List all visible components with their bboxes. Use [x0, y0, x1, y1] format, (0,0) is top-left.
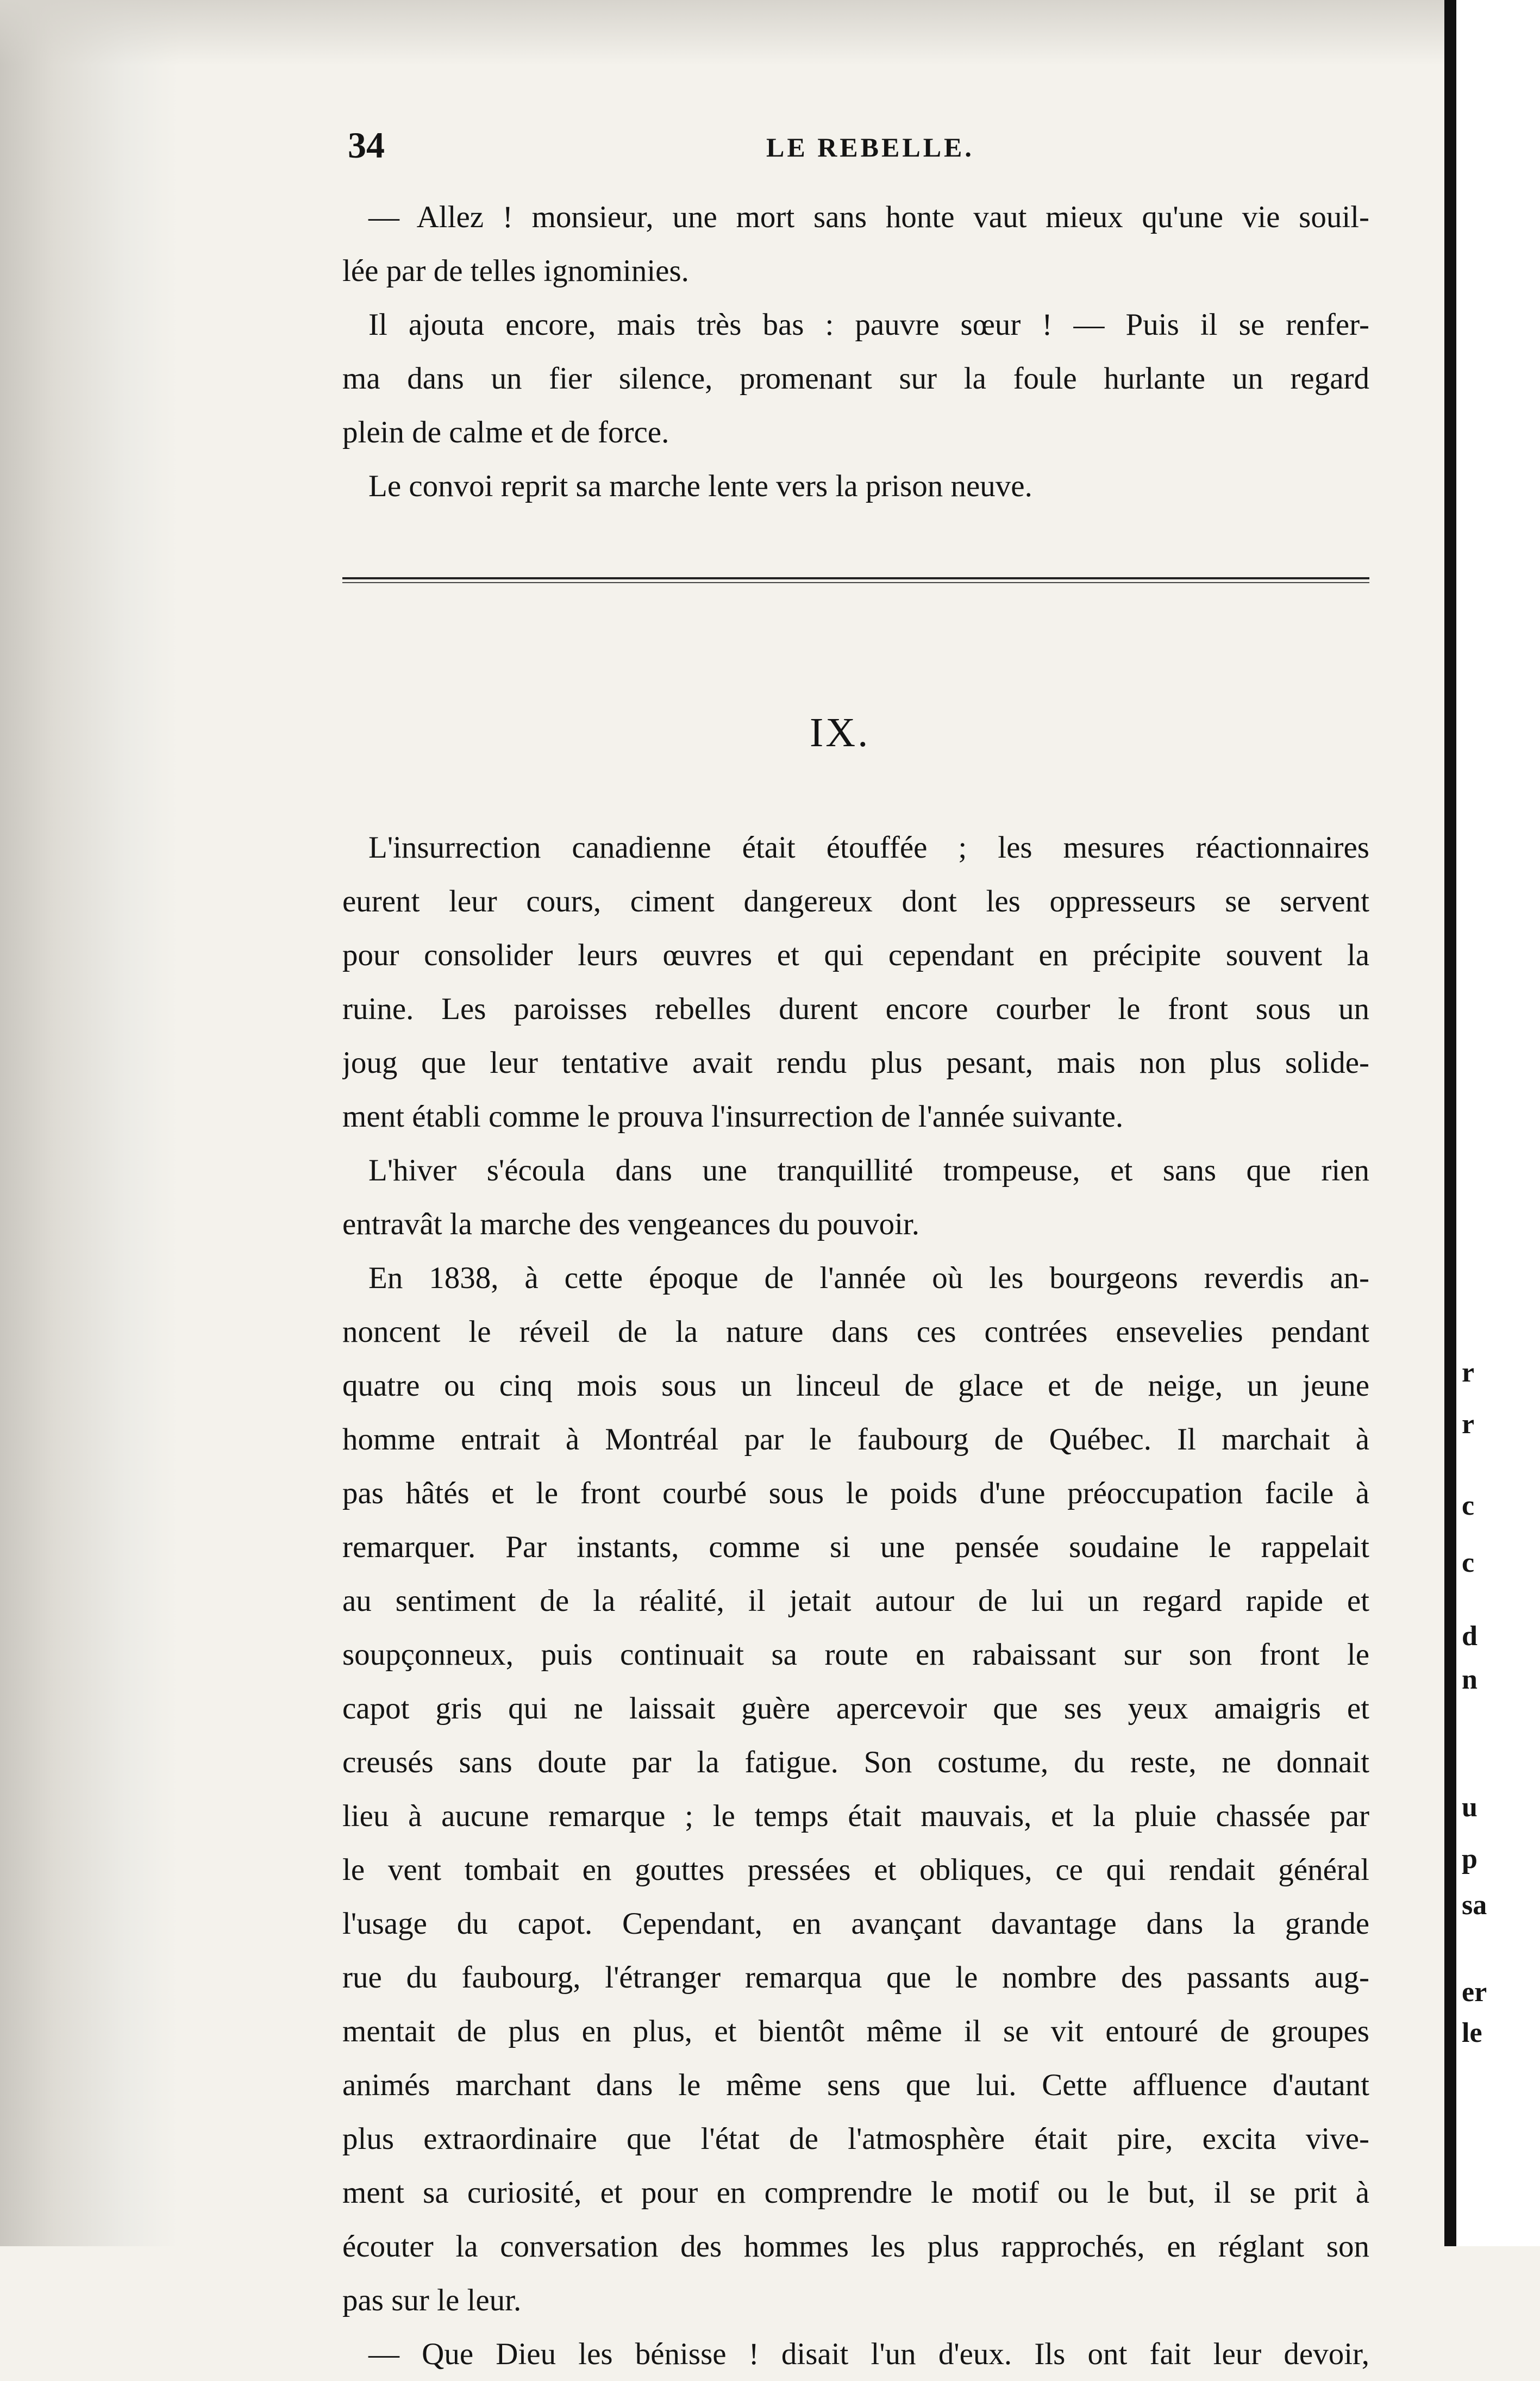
next-page-fragment: n	[1462, 1664, 1478, 1695]
text-line: l'usage du capot. Cependant, en avançant davantage dans la grande	[342, 1907, 1369, 1941]
next-page-fragment: sa	[1462, 1890, 1487, 1921]
text-line: eurent leur cours, ciment dangereux dont les oppresseurs se servent	[342, 884, 1369, 918]
next-page-fragment: u	[1462, 1792, 1478, 1823]
page-number: 34	[348, 124, 385, 166]
text-line: L'insurrection canadienne était étouffée ; les mesures réactionnaires	[368, 830, 1369, 865]
text-line: rue du faubourg, l'étranger remarqua que le nombre des passants aug-	[342, 1960, 1369, 1995]
next-page-fragment: r	[1462, 1409, 1475, 1440]
text-line: ma dans un fier silence, promenant sur la foule hurlante un regard	[342, 361, 1369, 396]
text-line: quatre ou cinq mois sous un linceul de glace et de neige, un jeune	[342, 1368, 1369, 1403]
text-line: pas hâtés et le front courbé sous le poids d'une préoccupation facile à	[342, 1476, 1369, 1510]
text-line: pas sur le leur.	[342, 2283, 522, 2317]
text-line: ruine. Les paroisses rebelles durent encore courber le front sous un	[342, 992, 1369, 1026]
divider-rule	[342, 577, 1369, 579]
text-line: entravât la marche des vengeances du pouvoir.	[342, 1207, 919, 1241]
text-line: noncent le réveil de la nature dans ces contrées ensevelies pendant	[342, 1315, 1369, 1349]
chapter-body-text	[342, 821, 1369, 2381]
next-page-fragment: er	[1462, 1977, 1487, 2008]
next-page-fragment: p	[1462, 1843, 1478, 1874]
divider-rule	[342, 582, 1369, 583]
text-line: ment établi comme le prouva l'insurrection de l'année suivante.	[342, 1099, 1124, 1134]
chapter-heading: IX.	[810, 710, 871, 755]
text-line: animés marchant dans le même sens que lui. Cette affluence d'autant	[342, 2068, 1369, 2102]
text-line: capot gris qui ne laissait guère apercevoir que ses yeux amaigris et	[342, 1691, 1369, 1726]
text-line: — Allez ! monsieur, une mort sans honte vaut mieux qu'une vie souil-	[368, 200, 1369, 234]
next-page-fragment: le	[1462, 2017, 1482, 2048]
text-line: écouter la conversation des hommes les plus rapprochés, en réglant son	[342, 2229, 1369, 2264]
text-line: plus extraordinaire que l'état de l'atmosphère était pire, excita vive-	[342, 2122, 1369, 2156]
next-page-fragment: r	[1462, 1357, 1475, 1388]
text-line: soupçonneux, puis continuait sa route en rabaissant sur son front le	[342, 1638, 1369, 1672]
text-line: homme entrait à Montréal par le faubourg de Québec. Il marchait à	[342, 1422, 1369, 1457]
scan-top-shadow	[0, 0, 1540, 65]
text-line: lieu à aucune remarque ; le temps était mauvais, et la pluie chassée par	[342, 1799, 1369, 1833]
text-line: pour consolider leurs œuvres et qui cependant en précipite souvent la	[342, 938, 1369, 972]
text-line: au sentiment de la réalité, il jetait autour de lui un regard rapide et	[342, 1584, 1369, 1618]
text-line: — Que Dieu les bénisse ! disait l'un d'eux. Ils ont fait leur devoir,	[368, 2337, 1369, 2371]
text-line: Le convoi reprit sa marche lente vers la prison neuve.	[368, 469, 1032, 503]
text-line: le vent tombait en gouttes pressées et obliques, ce qui rendait général	[342, 1853, 1369, 1887]
text-line: creusés sans doute par la fatigue. Son costume, du reste, ne donnait	[342, 1745, 1369, 1779]
page-edge	[1444, 0, 1456, 2246]
next-page-fragment: c	[1462, 1490, 1475, 1521]
next-page-fragment: d	[1462, 1621, 1478, 1652]
next-page-fragment: c	[1462, 1547, 1475, 1578]
text-line: remarquer. Par instants, comme si une pensée soudaine le rappelait	[342, 1530, 1369, 1564]
text-line: L'hiver s'écoula dans une tranquillité trompeuse, et sans que rien	[368, 1153, 1369, 1188]
text-line: plein de calme et de force.	[342, 415, 669, 449]
chapter-end-text	[342, 190, 1369, 513]
text-line: Il ajouta encore, mais très bas : pauvre sœur ! — Puis il se renfer-	[368, 308, 1369, 342]
running-head: LE REBELLE.	[766, 132, 974, 163]
text-line: joug que leur tentative avait rendu plus pesant, mais non plus solide-	[342, 1046, 1369, 1080]
scan-gutter-shadow	[0, 0, 179, 2246]
text-line: En 1838, à cette époque de l'année où les bourgeons reverdis an-	[368, 1261, 1369, 1295]
chapter-divider	[342, 577, 1369, 585]
page-header	[348, 124, 1369, 167]
text-line: mentait de plus en plus, et bientôt même il se vit entouré de groupes	[342, 2014, 1369, 2048]
text-line: lée par de telles ignominies.	[342, 254, 689, 288]
text-line: ment sa curiosité, et pour en comprendre le motif ou le but, il se prit à	[342, 2176, 1369, 2210]
